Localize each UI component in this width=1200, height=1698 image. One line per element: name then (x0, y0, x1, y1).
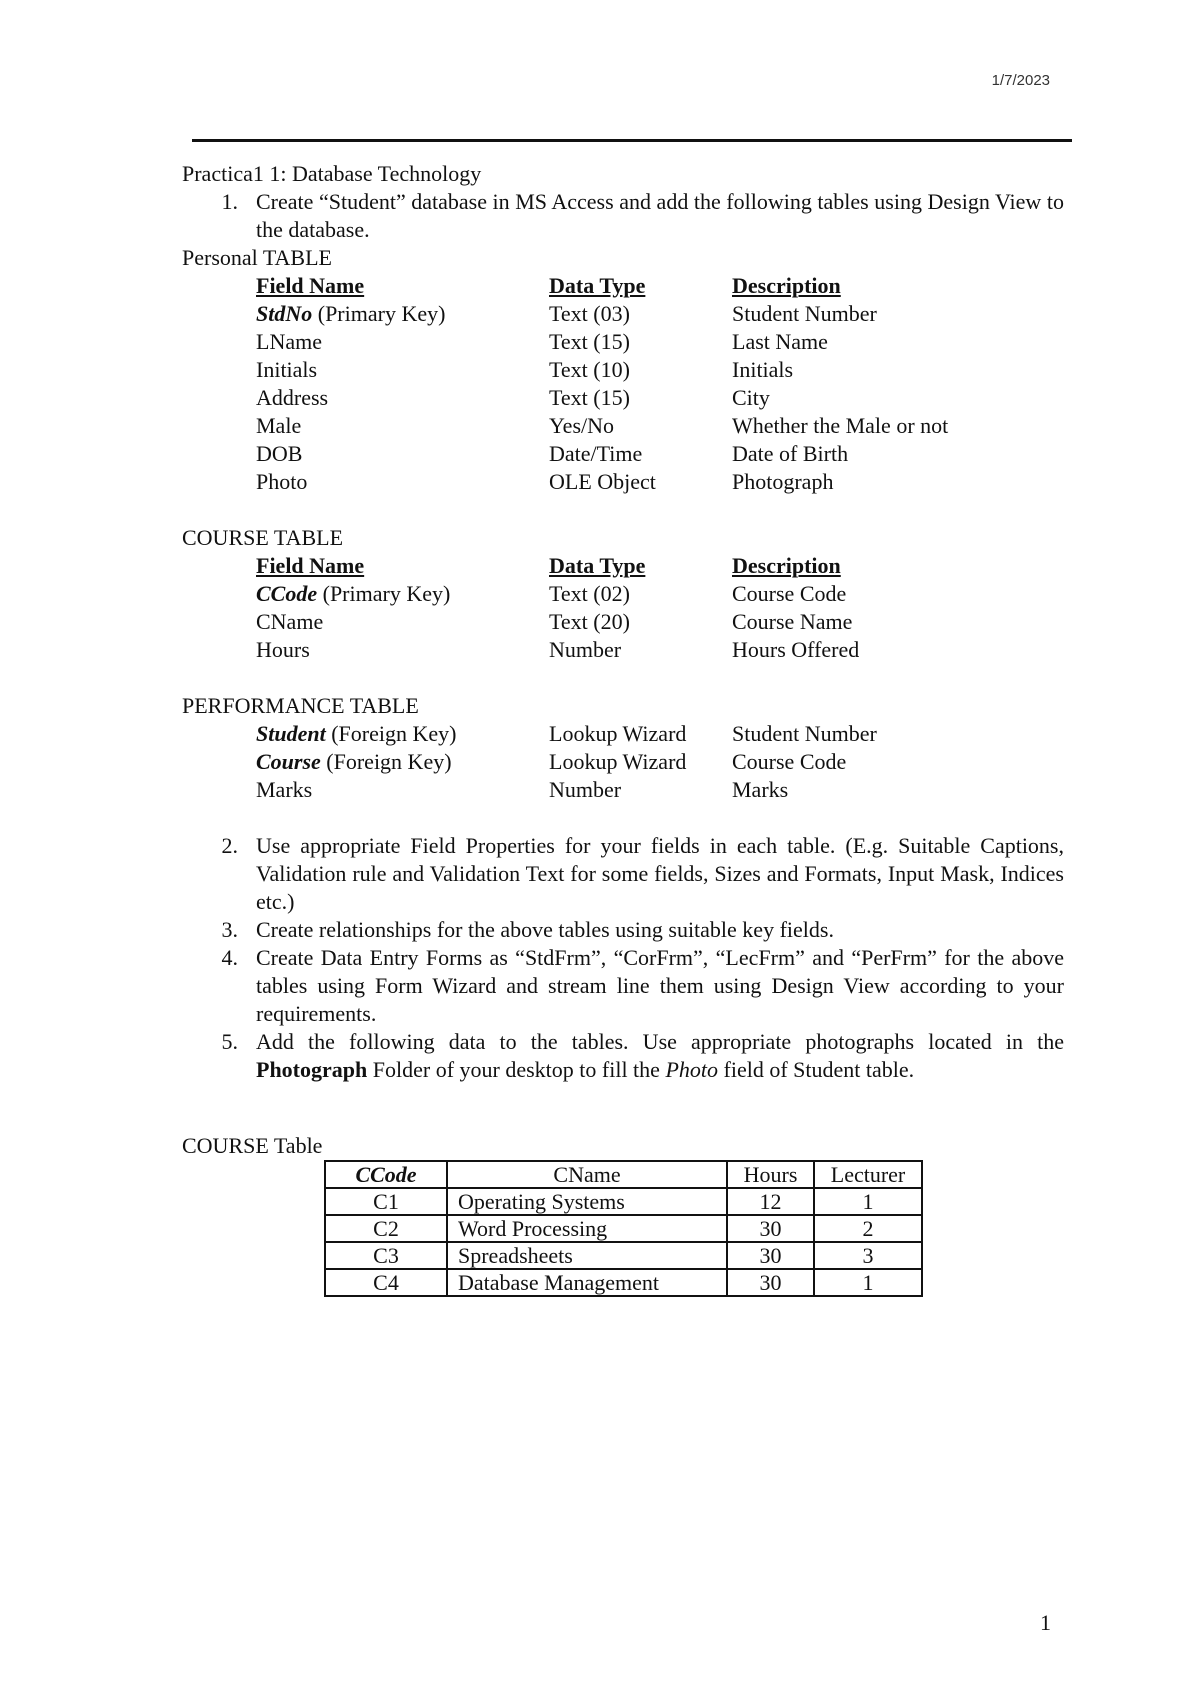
table-row (256, 776, 1064, 804)
cname-cell: Database Management (447, 1269, 727, 1296)
header-data-type: Data Type (549, 553, 646, 578)
list-number: 1. (221, 189, 238, 214)
description-cell: Course Name (732, 609, 853, 634)
field-name-text: Marks (256, 777, 313, 802)
key-field-name: CCode (256, 581, 318, 606)
list-number: 3. (221, 917, 238, 942)
page-number: 1 (1040, 1610, 1051, 1635)
list-item-1 (182, 188, 1064, 244)
course-def-table (256, 552, 1064, 664)
header-text: CCode (355, 1162, 417, 1187)
key-field-name: StdNo (256, 301, 313, 326)
ccode-cell: C2 (325, 1215, 447, 1242)
table-row (256, 384, 1064, 412)
header-ccode (325, 1161, 447, 1188)
list-item (182, 916, 1064, 944)
data-type-cell: Yes/No (549, 413, 615, 438)
field-name-text: (Foreign Key) (325, 721, 457, 746)
list-text: Create Data Entry Forms as “StdFrm”, “CorFrm”, “LecFrm” and “PerFrm” for the above tables using Form Wizard and stream line them using Design View according to your requirements. (256, 945, 1064, 1026)
ccode-cell: C4 (325, 1269, 447, 1296)
list-item-5 (182, 1028, 1064, 1084)
key-field-name: Student (256, 721, 326, 746)
header-cname: CName (447, 1161, 727, 1188)
field-name-cell (256, 468, 549, 496)
table-row (256, 356, 1064, 384)
text-run: Folder of your desktop to fill the (367, 1057, 666, 1082)
course-def-title: COURSE TABLE (182, 525, 344, 550)
table-row (256, 412, 1064, 440)
description-cell: Marks (732, 777, 789, 802)
document-title: Practica1 1: Database Technology (182, 161, 482, 186)
performance-table-title: PERFORMANCE TABLE (182, 693, 419, 718)
field-name-text: (Primary Key) (312, 301, 446, 326)
description-cell: Photograph (732, 469, 834, 494)
lecturer-cell: 1 (814, 1269, 922, 1296)
field-name-cell (256, 636, 549, 664)
list-item (182, 944, 1064, 1028)
field-name-text: Hours (256, 637, 310, 662)
list-text: Use appropriate Field Properties for your fields in each table. (E.g. Suitable Captions, Validation rule and Validation Text for some fields, Sizes and Formats, Input Mask, Indices etc.) (256, 833, 1064, 914)
field-name-cell (256, 608, 549, 636)
hours-cell: 30 (727, 1215, 814, 1242)
personal-table-title: Personal TABLE (182, 245, 332, 270)
performance-table (256, 720, 1064, 804)
description-cell: Initials (732, 357, 794, 382)
lecturer-cell: 3 (814, 1242, 922, 1269)
list-number: 5. (221, 1029, 238, 1054)
table-header-row (256, 272, 1064, 300)
table-row (256, 720, 1064, 748)
data-type-cell: Text (03) (549, 301, 630, 326)
field-name-text: (Foreign Key) (320, 749, 452, 774)
data-type-cell: Text (02) (549, 581, 630, 606)
header-lecturer: Lecturer (814, 1161, 922, 1188)
field-name-cell (256, 776, 549, 804)
text-run: Add the following data to the tables. Use appropriate photographs located in the (256, 1029, 1064, 1054)
table-header-row (256, 552, 1064, 580)
list-item (182, 832, 1064, 916)
data-type-cell: Date/Time (549, 441, 643, 466)
document-body (182, 160, 1064, 1297)
data-type-cell: Text (15) (549, 385, 630, 410)
field-name-text: Male (256, 413, 302, 438)
header-hours: Hours (727, 1161, 814, 1188)
table-row (256, 748, 1064, 776)
cname-cell: Word Processing (447, 1215, 727, 1242)
cname-cell: Spreadsheets (447, 1242, 727, 1269)
key-field-name: Course (256, 749, 321, 774)
bold-run: Photograph (256, 1057, 368, 1082)
header-field-name: Field Name (256, 553, 365, 578)
description-cell: Student Number (732, 721, 877, 746)
hours-cell: 30 (727, 1269, 814, 1296)
description-cell: Whether the Male or not (732, 413, 949, 438)
course-data-table (324, 1160, 923, 1297)
field-name-cell (256, 300, 549, 328)
field-name-cell (256, 412, 549, 440)
data-type-cell: Text (10) (549, 357, 630, 382)
data-type-cell: Number (549, 777, 622, 802)
table-row (325, 1269, 922, 1296)
field-name-cell (256, 356, 549, 384)
description-cell: Course Code (732, 581, 847, 606)
field-name-text: (Primary Key) (317, 581, 451, 606)
field-name-cell (256, 720, 549, 748)
list-text: Create relationships for the above tables using suitable key fields. (256, 917, 834, 942)
table-row (325, 1215, 922, 1242)
header-rule (192, 139, 1072, 142)
course-table-title: COURSE Table (182, 1133, 323, 1158)
list-number: 2. (221, 833, 238, 858)
header-field-name: Field Name (256, 273, 365, 298)
field-name-cell (256, 748, 549, 776)
field-name-text: DOB (256, 441, 303, 466)
data-type-cell: Lookup Wizard (549, 749, 687, 774)
cname-cell: Operating Systems (447, 1188, 727, 1215)
personal-table (256, 272, 1064, 496)
ccode-cell: C3 (325, 1242, 447, 1269)
table-row (256, 636, 1064, 664)
description-cell: Student Number (732, 301, 877, 326)
header-data-type: Data Type (549, 273, 646, 298)
list-number: 4. (221, 945, 238, 970)
hours-cell: 12 (727, 1188, 814, 1215)
table-row (256, 608, 1064, 636)
table-row (256, 328, 1064, 356)
description-cell: Last Name (732, 329, 828, 354)
field-name-cell (256, 440, 549, 468)
table-header-row (325, 1161, 922, 1188)
table-row (325, 1188, 922, 1215)
description-cell: Hours Offered (732, 637, 860, 662)
lecturer-cell: 2 (814, 1215, 922, 1242)
description-cell: City (732, 385, 770, 410)
data-type-cell: Number (549, 637, 622, 662)
list-text: Create “Student” database in MS Access and add the following tables using Design View to the database. (256, 189, 1064, 242)
field-name-text: Photo (256, 469, 308, 494)
description-cell: Date of Birth (732, 441, 849, 466)
table-row (325, 1242, 922, 1269)
field-name-text: LName (256, 329, 322, 354)
header-description: Description (732, 553, 841, 578)
italic-run: Photo (665, 1057, 718, 1082)
hours-cell: 30 (727, 1242, 814, 1269)
ccode-cell: C1 (325, 1188, 447, 1215)
header-description: Description (732, 273, 841, 298)
data-type-cell: Lookup Wizard (549, 721, 687, 746)
field-name-text: Initials (256, 357, 318, 382)
table-row (256, 300, 1064, 328)
table-row (256, 580, 1064, 608)
field-name-cell (256, 328, 549, 356)
table-row (256, 440, 1064, 468)
description-cell: Course Code (732, 749, 847, 774)
field-name-text: CName (256, 609, 324, 634)
header-date: 1/7/2023 (991, 72, 1050, 89)
data-type-cell: Text (20) (549, 609, 630, 634)
table-row (256, 468, 1064, 496)
data-type-cell: OLE Object (549, 469, 656, 494)
field-name-cell (256, 384, 549, 412)
field-name-text: Address (256, 385, 329, 410)
field-name-cell (256, 580, 549, 608)
lecturer-cell: 1 (814, 1188, 922, 1215)
text-run: field of Student table. (718, 1057, 915, 1082)
list-text (256, 1028, 1064, 1084)
data-type-cell: Text (15) (549, 329, 630, 354)
